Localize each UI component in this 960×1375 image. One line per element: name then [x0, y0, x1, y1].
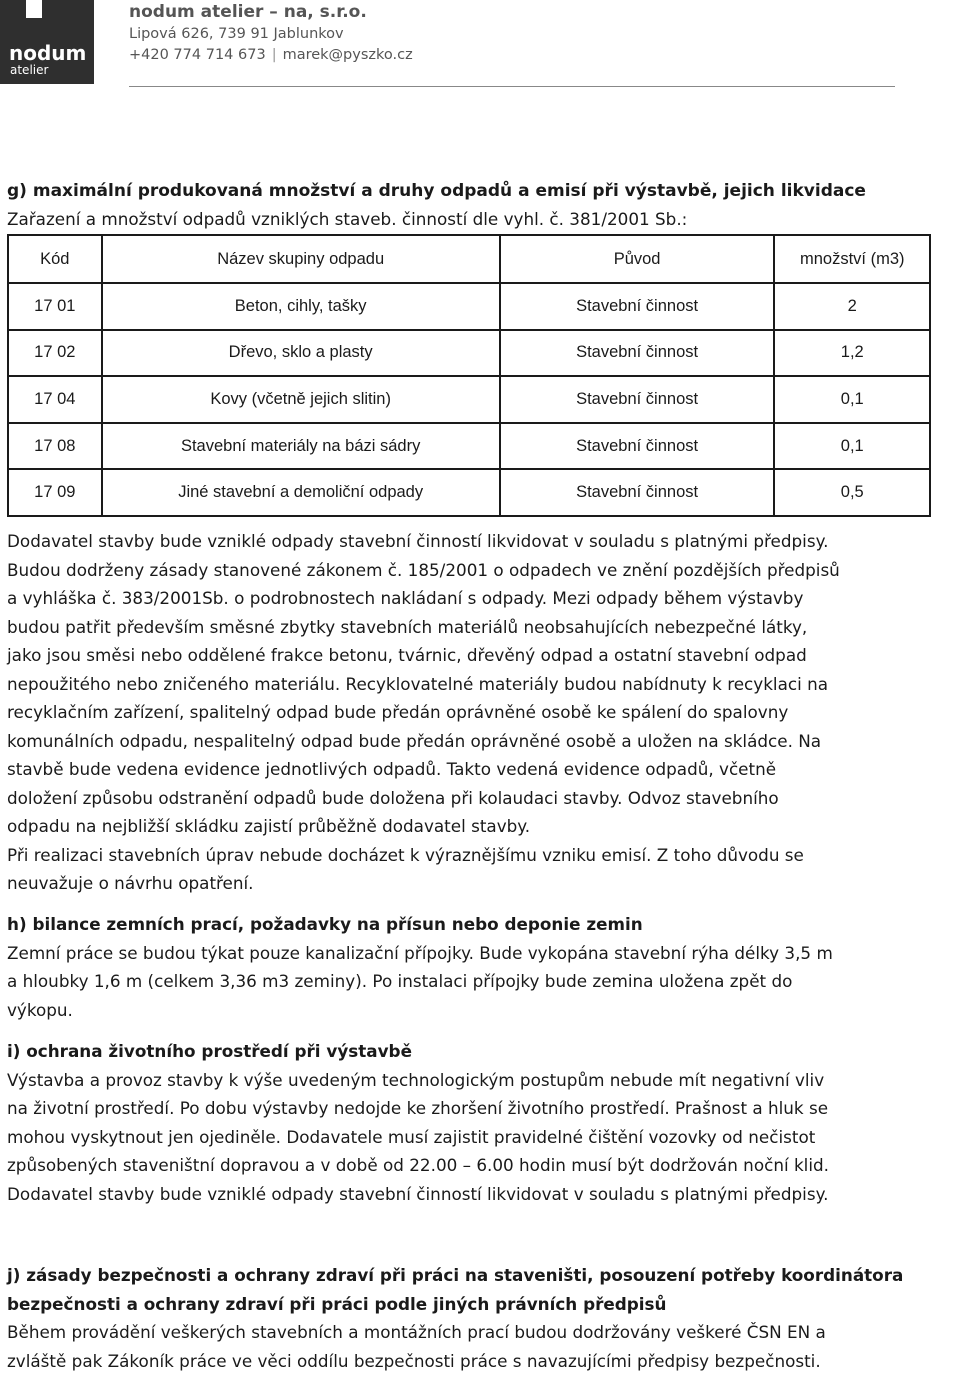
company-phone: +420 774 714 673	[129, 47, 266, 63]
text-line: budou patřit především směsné zbytky stavebních materiálů neobsahujících nebezpečné látky,	[7, 616, 808, 637]
section-i-heading: i) ochrana životního prostředí při výstavbě	[7, 1041, 412, 1061]
table-row	[8, 423, 930, 470]
text-line: Dodavatel stavby bude vzniklé odpady stavební činností likvidovat v souladu s platnými předpisy.	[7, 1183, 829, 1204]
cell-group: Kovy (včetně jejich slitin)	[102, 376, 500, 423]
text-line: Zemní práce se budou týkat pouze kanalizační přípojky. Bude vykopána stavební rýha délky 3,5 m	[7, 942, 833, 963]
text-line: Budou dodrženy zásady stanovené zákonem č. 185/2001 o odpadech ve znění pozdějších předpisů	[7, 559, 840, 580]
text-line: na životní prostředí. Po dobu výstavby nedojde ke zhoršení životního prostředí. Prašnost a hluk se	[7, 1098, 829, 1118]
text-line: Výstavba a provoz stavby k výše uvedeným technologickým postupům nebude mít negativní vliv	[7, 1069, 825, 1090]
text-line: recyklačním zařízení, spalitelný odpad bude předán oprávněné osobě ke spálení do spalovny	[7, 702, 789, 722]
table-row	[8, 469, 930, 516]
text-line: odpadu na nejbližší skládku zajistí průběžně dodavatel stavby.	[7, 816, 531, 836]
cell-origin: Stavební činnost	[500, 376, 775, 423]
cell-origin: Stavební činnost	[500, 469, 775, 516]
cell-quantity: 1,2	[774, 330, 930, 377]
table-row	[8, 283, 930, 330]
text-line: Dodavatel stavby bude vzniklé odpady stavební činností likvidovat v souladu s platnými předpisy.	[7, 531, 829, 551]
cell-code: 17 04	[8, 376, 102, 423]
cell-code: 17 08	[8, 423, 102, 470]
cell-quantity: 2	[774, 283, 930, 330]
text-line: neuvažuje o návrhu opatření.	[7, 873, 254, 893]
cell-origin: Stavební činnost	[500, 283, 775, 330]
section-j-heading: j) zásady bezpečnosti a ochrany zdraví při práci na staveništi, posouzení potřeby koordinátora	[7, 1265, 904, 1285]
cell-code: 17 09	[8, 469, 102, 516]
text-line: nepoužitého nebo zničeného materiálu. Recyklovatelné materiály budou nabídnuty k recyklaci na	[7, 673, 829, 694]
section-j-heading: bezpečnosti a ochrany zdraví při práci podle jiných právních předpisů	[7, 1293, 667, 1314]
col-header-origin: Původ	[500, 235, 775, 283]
section-j	[7, 1261, 957, 1375]
company-name: nodum atelier – na, s.r.o.	[129, 2, 367, 22]
text-line: stavbě bude vedena evidence jednotlivých odpadů. Takto vedená evidence odpadů, včetně	[7, 759, 777, 779]
section-h-heading: h) bilance zemních prací, požadavky na přísun nebo deponie zemin	[7, 914, 643, 934]
cell-origin: Stavební činnost	[500, 330, 775, 377]
table-row	[8, 330, 930, 377]
cell-origin: Stavební činnost	[500, 423, 775, 470]
company-logo	[0, 0, 94, 84]
cell-code: 17 02	[8, 330, 102, 377]
section-g-heading: g) maximální produkovaná množství a druhy odpadů a emisí při výstavbě, jejich likvidace	[7, 181, 866, 201]
cell-code: 17 01	[8, 283, 102, 330]
col-header-quantity: množství (m3)	[774, 235, 930, 283]
text-line: Během provádění veškerých stavebních a montážních prací budou dodržovány veškeré ČSN EN a	[7, 1322, 826, 1342]
text-line: jako jsou směsi nebo oddělené frakce betonu, tvárnic, dřevěný odpad a ostatní stavební odpad	[7, 645, 807, 665]
table-row	[8, 376, 930, 423]
cell-quantity: 0,5	[774, 469, 930, 516]
cell-group: Stavební materiály na bázi sádry	[102, 423, 500, 470]
text-line: doložení způsobu odstranění odpadů bude doložena při kolaudaci stavby. Odvoz stavebního	[7, 787, 779, 808]
section-i	[7, 1037, 957, 1208]
logo-word: nodum	[9, 41, 87, 65]
section-g-subheading: Zařazení a množství odpadů vzniklých staveb. činností dle vyhl. č. 381/2001 Sb.:	[7, 209, 688, 229]
company-email[interactable]: marek@pyszko.cz	[282, 47, 413, 63]
section-g-paragraph	[7, 527, 957, 898]
col-header-group: Název skupiny odpadu	[102, 235, 500, 283]
col-header-code: Kód	[8, 235, 102, 283]
logo-subword: atelier	[10, 63, 49, 77]
text-line: výkopu.	[7, 999, 73, 1020]
waste-table	[7, 234, 931, 517]
text-line: a hloubky 1,6 m (celkem 3,36 m3 zeminy). Po instalaci přípojky bude zemina uložena zpět do	[7, 971, 793, 991]
cell-quantity: 0,1	[774, 423, 930, 470]
text-line: způsobených staveništní dopravou a v době od 22.00 – 6.00 hodin musí být dodržován noční klid.	[7, 1155, 829, 1175]
cell-group: Dřevo, sklo a plasty	[102, 330, 500, 377]
text-line: Při realizaci stavebních úprav nebude docházet k výraznějšímu vzniku emisí. Z toho důvodu se	[7, 844, 804, 865]
company-address: Lipová 626, 739 91 Jablunkov	[129, 26, 344, 42]
contact-separator: |	[271, 47, 277, 63]
cell-quantity: 0,1	[774, 376, 930, 423]
company-contact	[129, 47, 413, 63]
text-line: zvláště pak Zákoník práce ve věci oddílu bezpečnosti práce s navazujícími předpisy bezpečnosti.	[7, 1350, 821, 1371]
logo-notch	[26, 0, 42, 18]
header-divider	[129, 86, 895, 87]
text-line: komunálních odpadu, nespalitelný odpad bude předán oprávněné osobě a uložen na skládce. Na	[7, 730, 822, 751]
waste-table-header	[8, 235, 930, 283]
text-line: a vyhláška č. 383/2001Sb. o podrobnostech nakládaní s odpady. Mezi odpady během výstavby	[7, 588, 804, 608]
section-h	[7, 910, 957, 1024]
cell-group: Beton, cihly, tašky	[102, 283, 500, 330]
text-line: mohou vyskytnout jen ojediněle. Dodavatele musí zajistit pravidelné čištění vozovky od nečistot	[7, 1126, 816, 1147]
cell-group: Jiné stavební a demoliční odpady	[102, 469, 500, 516]
